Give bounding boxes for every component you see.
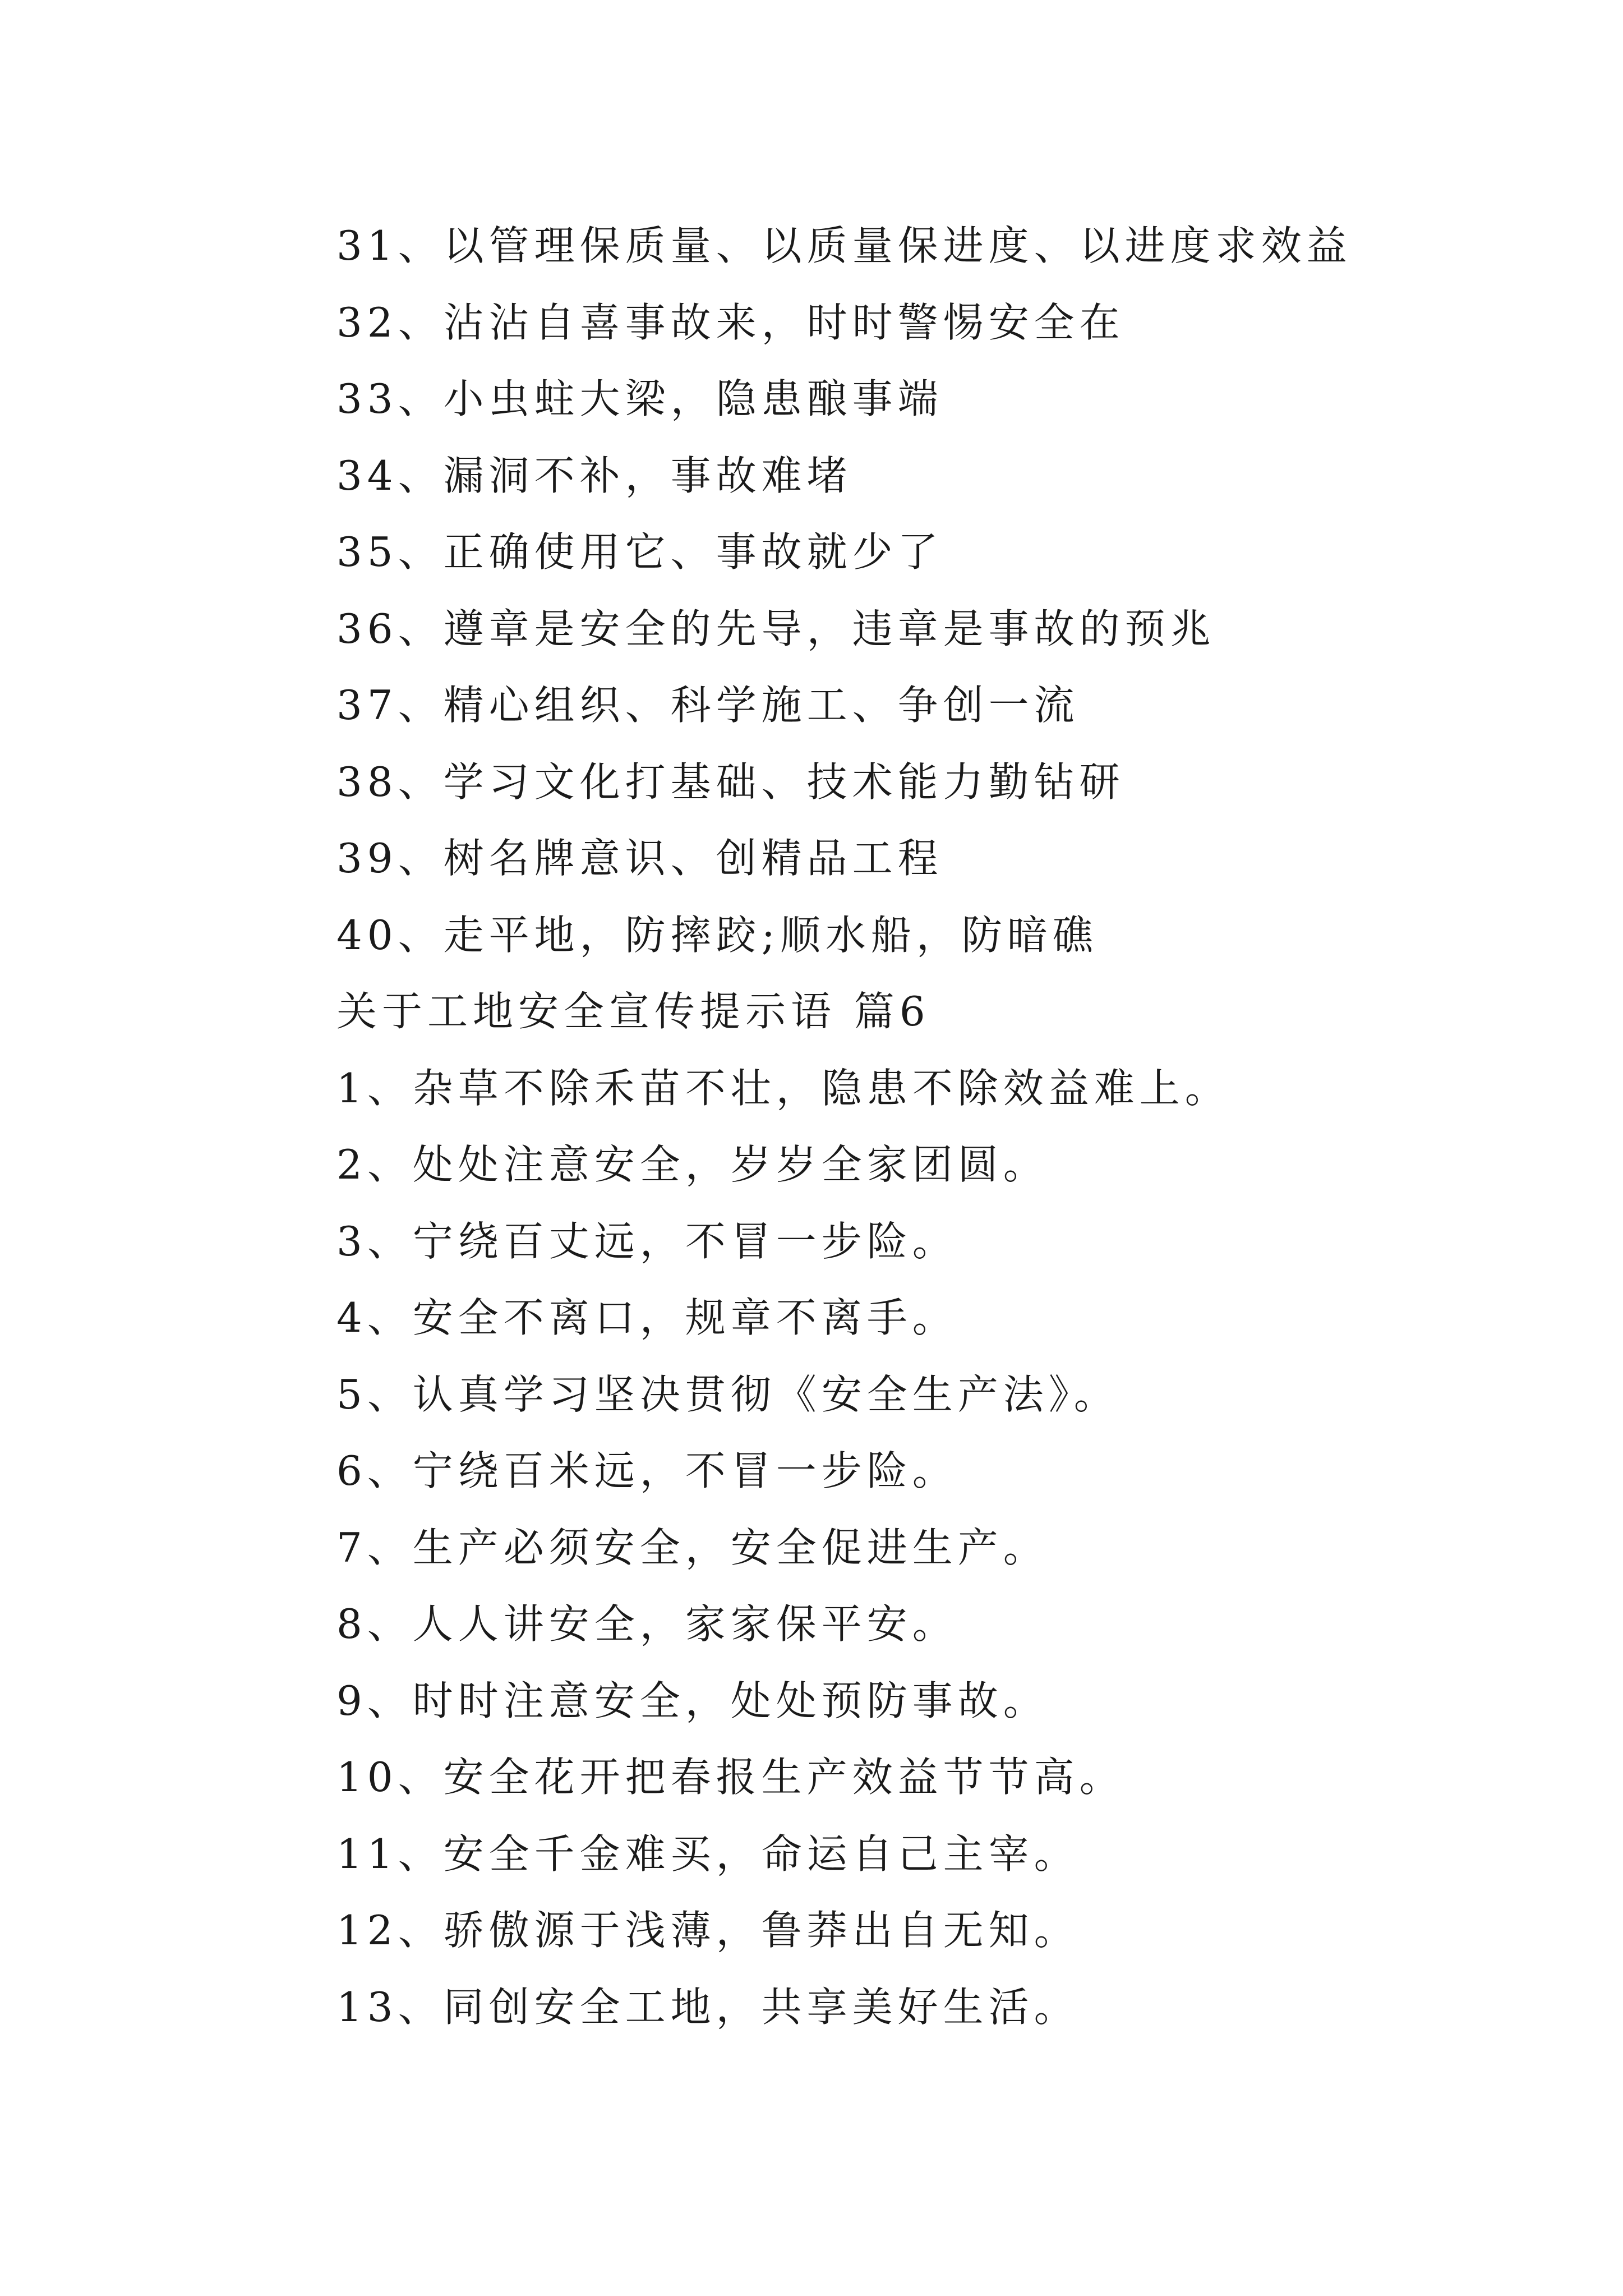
list-item: 38、学习文化打基础、技术能力勤钻研 — [336, 758, 1125, 806]
list-item: 5、认真学习坚决贯彻《安全生产法》。 — [336, 1370, 1119, 1418]
list-item: 13、同创安全工地，共享美好生活。 — [336, 1983, 1080, 2031]
list-item: 1、杂草不除禾苗不壮，隐患不除效益难上。 — [336, 1064, 1230, 1112]
list-item: 32、沾沾自喜事故来，时时警惕安全在 — [336, 298, 1125, 346]
list-item: 9、时时注意安全，处处预防事故。 — [336, 1677, 1049, 1724]
list-item: 39、树名牌意识、创精品工程 — [336, 835, 943, 882]
list-item: 10、安全花开把春报生产效益节节高。 — [336, 1754, 1125, 1801]
list-item: 33、小虫蛀大梁，隐患酿事端 — [336, 375, 943, 422]
list-item: 12、骄傲源于浅薄，鲁莽出自无知。 — [336, 1907, 1080, 1954]
list-item: 8、人人讲安全，家家保平安。 — [336, 1600, 958, 1648]
list-item: 31、以管理保质量、以质量保进度、以进度求效益 — [336, 222, 1352, 269]
list-item: 3、宁绕百丈远，不冒一步险。 — [336, 1217, 958, 1265]
list-item: 37、精心组织、科学施工、争创一流 — [336, 682, 1080, 729]
list-item: 6、宁绕百米远，不冒一步险。 — [336, 1447, 958, 1494]
section-heading: 关于工地安全宣传提示语 篇6 — [336, 988, 930, 1035]
list-item: 40、走平地，防摔跤;顺水船，防暗礁 — [336, 911, 1098, 959]
list-item: 11、安全千金难买，命运自己主宰。 — [336, 1830, 1080, 1878]
list-item: 34、漏洞不补，事故难堵 — [336, 452, 852, 499]
list-item: 7、生产必须安全，安全促进生产。 — [336, 1524, 1049, 1571]
document-body — [336, 208, 1492, 2045]
list-item: 35、正确使用它、事故就少了 — [336, 528, 943, 576]
list-item: 2、处处注意安全，岁岁全家团圆。 — [336, 1141, 1049, 1188]
list-item: 4、安全不离口，规章不离手。 — [336, 1294, 958, 1341]
list-item: 36、遵章是安全的先导，违章是事故的预兆 — [336, 605, 1216, 652]
